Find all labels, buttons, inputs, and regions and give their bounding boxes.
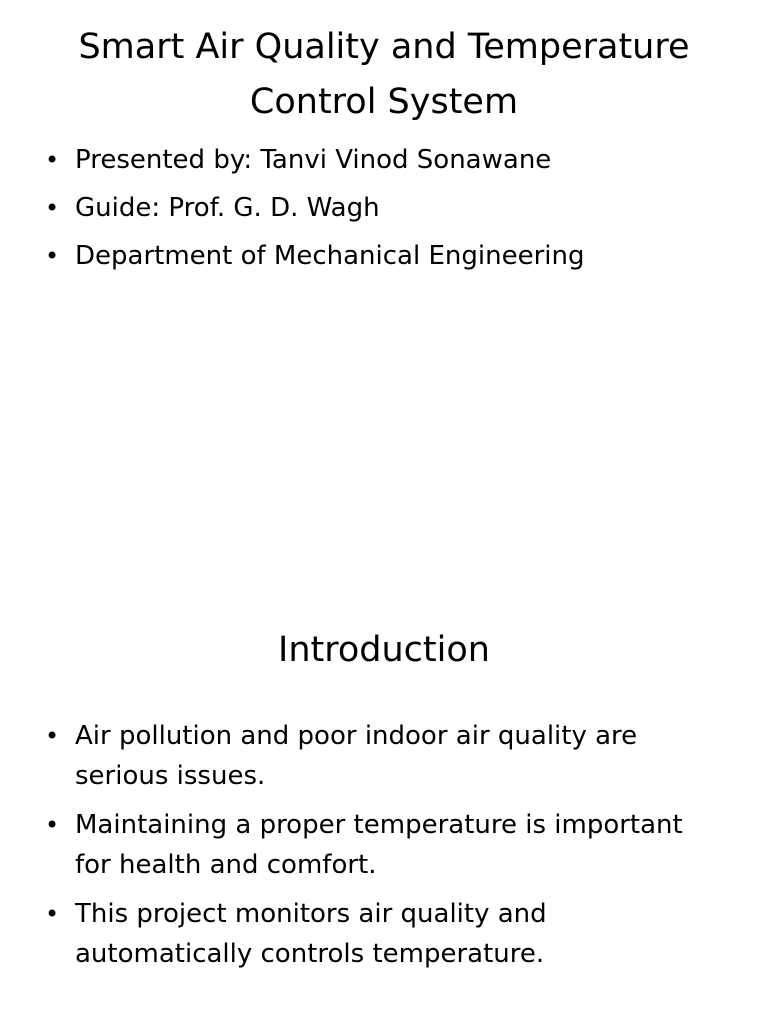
slide-title: Smart Air Quality and Temperature Control System [78,27,690,122]
bullet-marker: • [45,146,60,174]
bullet-text: Air pollution and poor indoor air quality are serious issues. [75,721,638,791]
list-item [0,236,700,276]
list-item [0,805,700,885]
bullet-marker: • [45,811,60,839]
bullet-marker: • [45,242,60,270]
bullet-list [0,140,700,284]
bullet-text: This project monitors air quality and automatically controls temperature. [75,899,547,969]
bullet-marker: • [45,194,60,222]
bullet-marker: • [45,900,60,928]
bullet-text: Guide: Prof. G. D. Wagh [75,193,380,223]
bullet-text: Maintaining a proper temperature is important for health and comfort. [75,810,683,880]
list-item [0,188,700,228]
list-item [0,894,700,974]
bullet-list [0,716,700,983]
list-item [0,140,700,180]
bullet-marker: • [45,722,60,750]
slide-title: Introduction [278,630,490,670]
bullet-text: Department of Mechanical Engineering [75,241,585,271]
bullet-text: Presented by: Tanvi Vinod Sonawane [75,145,552,175]
introduction-slide [0,512,768,1024]
list-item [0,716,700,796]
